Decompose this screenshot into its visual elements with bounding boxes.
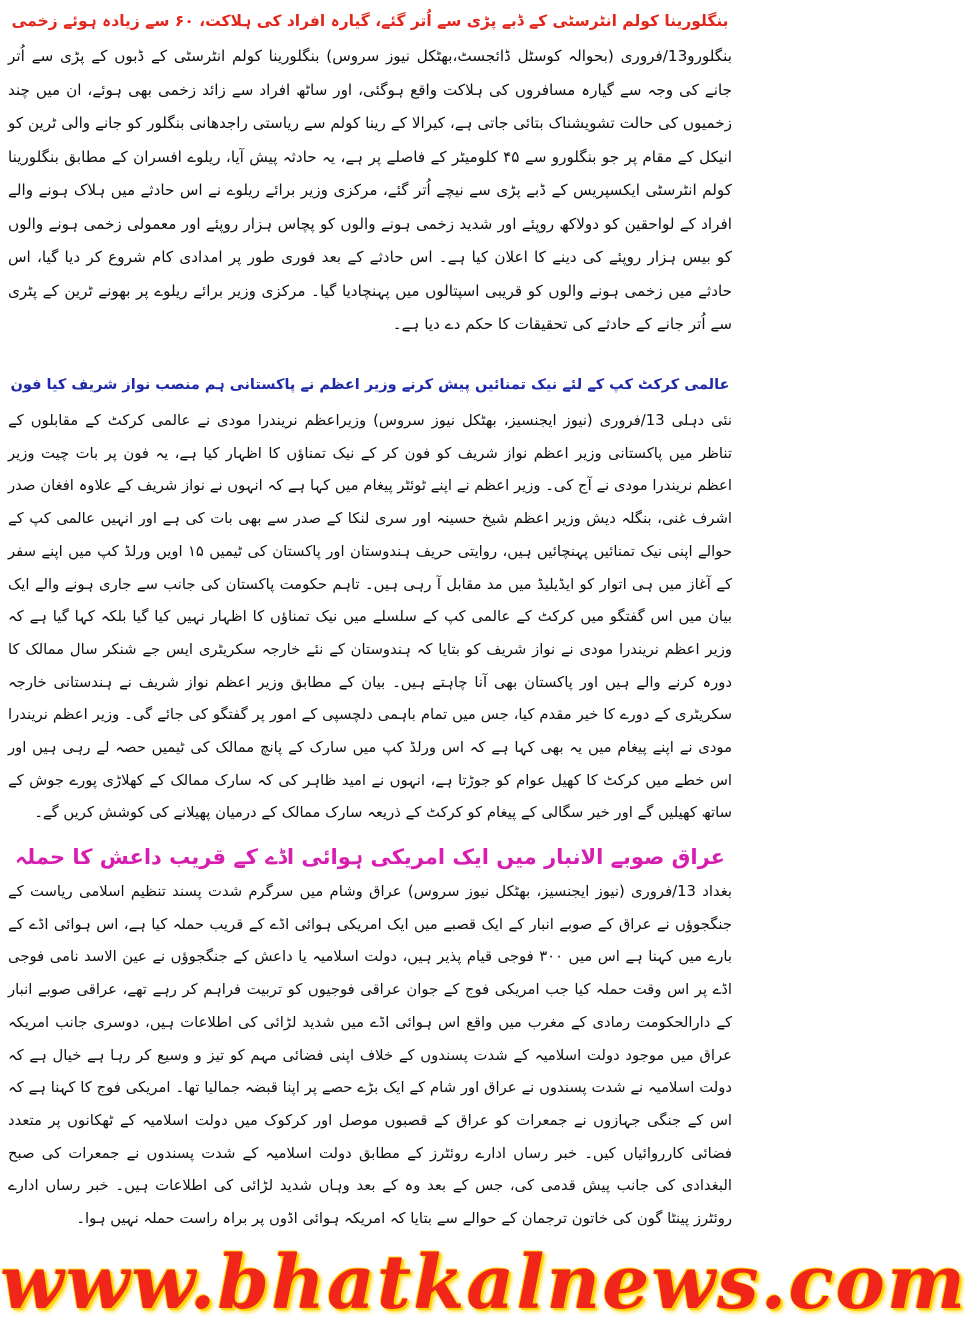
article-headline: بنگلورینا کولم انٹرسٹی کے ڈبے پڑی سے اُتر گئے، گیارہ افراد کی ہلاکت، ۶۰ سے زیادہ ہوئے زخمی [11,12,729,30]
article-body: بغداد 13/فروری (نیوز ایجنسیز، بھٹکل نیوز سروس) عراق وشام میں سرگرم شدت پسند تنظیم اسلامی ریاست کے جنگجوؤں نے عراق کے صوبے انبار کے ایک قصبے میں ایک امریکی ہوائی اڈے کے قریب حملہ کیا ہے، اس ہوائی اڈے کے بارے میں کہنا ہے اس میں ۳۰۰ فوجی قیام پذیر ہیں، دولت اسلامیہ یا داعش کے جنگجوؤں نے عین الاسد نامی فوجی اڈے پر اس وقت حملہ کیا جب امریکی فوج کے جوان عراقی فوجیوں کو تربیت فراہم کر رہے تھے، عراقی صوبے انبار کے دارالحکومت رمادی کے مغرب میں واقع اس ہوائی اڈے میں شدید لڑائی کی اطلاعات ہیں، دوسری جانب امریکہ عراق میں موجود دولت اسلامیہ کے شدت پسندوں کے خلاف اپنی فضائی مہم کو تیز و وسیع کر رہا ہے خیال ہے کہ دولت اسلامیہ نے شدت پسندوں نے عراق اور شام کے ایک بڑے حصے پر اپنا قبضہ جمالیا تھا۔ امریکی فوج کا کہنا ہے کہ اس کے جنگی جہازوں نے جمعرات کو عراق کے قصبوں موصل اور کرکوک میں دولت اسلامیہ کے ٹھکانوں پر متعدد فضائی کارروائیاں کیں۔ خبر رساں ادارے روئٹرز کے مطابق دولت اسلامیہ کے شدت پسندوں نے جمعرات کی صبح البغدادی کی جانب پیش قدمی کی، جس کے بعد وہ کے بعد وہاں شدید لڑائی کی اطلاعات ہیں۔ خبر رساں ادارے روئٹرز پینٹا گون کی خاتون ترجمان کے حوالے سے بتایا کہ امریکہ ہوائی اڈوں پر براہ راست حملہ نہیں ہوا۔ [8,883,732,1228]
article-headline: عراق صوبے الانبار میں ایک امریکی ہوائی اڈے کے قریب داعش کا حملہ [15,845,725,869]
news-article [8,2,732,342]
article-headline: عالمی کرکٹ کپ کے لئے نیک تمنائیں پیش کرنے وزیر اعظم نے پاکستانی ہم منصب نواز شریف کیا فون [10,377,730,393]
article-body: نئی دہلی 13/فروری (نیوز ایجنسیز، بھٹکل نیوز سروس) وزیراعظم نریندرا مودی نے عالمی کرکٹ کے مقابلوں کے تناظر میں پاکستانی وزیر اعظم نواز شریف کو فون کر کے نیک تمناؤں کا اظہار کیا ہے، یہ فون پر بات چیت وزیر اعظم نریندرا مودی نے آج کی۔ وزیر اعظم نے اپنے ٹوئٹر پیغام میں کہا ہے کہ انہوں نے نواز شریف کے علاوہ افغان صدر اشرف غنی، بنگلہ دیش وزیر اعظم شیخ حسینہ اور سری لنکا کے صدر سے بھی بات کی ہے اور انہیں عالمی کپ کے حوالے اپنی نیک تمنائیں پہنچائیں ہیں، روایتی حریف ہندوستان اور پاکستان کی ٹیمیں ۱۵ اویں ورلڈ کپ میں اپنے سفر کے آغاز میں ہی اتوار کو ایڈیلیڈ میں مد مقابل آ رہی ہیں۔ تاہم حکومت پاکستان کی جانب سے جاری ہونے والے ایک بیان میں اس گفتگو میں کرکٹ کے عالمی کپ کے سلسلے میں نیک تمناؤں کا اظہار نہیں کیا گیا بلکہ کہا گیا ہے کہ وزیر اعظم نریندرا مودی نے نواز شریف کو بتایا کہ ہندوستان کے نئے خارجہ سکریٹری ایس جے شنکر سال ممالک کا دورہ کرنے والے ہیں اور پاکستان بھی آنا چاہتے ہیں۔ بیان کے مطابق وزیر اعظم نواز شریف نے ہندستانی خارجہ سکریٹری کے دورے کا خیر مقدم کیا، جس میں تمام باہمی دلچسپی کے امور پر گفتگو کی جائے گی۔ وزیر اعظم نریندرا مودی نے اپنے پیغام میں یہ بھی کہا ہے کہ اس ورلڈ کپ میں سارک کے پانچ ممالک کی ٹیمیں حصہ لے رہی ہیں اور اس خطے میں کرکٹ کا کھیل عوام کو جوڑتا ہے، انہوں نے امید ظاہر کی کہ سارک ممالک کے کھلاڑی پورے جوش کے ساتھ کھیلیں گے اور خیر سگالی کے پیغام کو کرکٹ کے ذریعہ سارک ممالک کے درمیان پھیلانے کی کوشش کریں گے۔ [8,412,732,822]
news-article [8,838,732,1236]
site-url-banner: www.bhatkalnews.com [0,1240,967,1326]
article-body: بنگلورو13/فروری (بحوالہ کوسٹل ڈائجسٹ،بھٹکل نیوز سروس) بنگلورینا کولم انٹرسٹی کے ڈبوں کے پڑی سے اُتر جانے کی وجہ سے گیارہ مسافروں کی ہلاکت واقع ہوگئی، اور ساٹھ افراد سے زائد زخمی بھی ہوئے، ان میں چند زخمیوں کی حالت تشویشناک بتائی جاتی ہے، کیرالا کے رینا کولم سے ریاستی راجدھانی بنگلور کو جانے والی ٹرین کو انیکل کے مقام پر جو بنگلورو سے ۴۵ کلومیٹر کے فاصلے پر ہے، یہ حادثہ پیش آیا، ریلوے افسران کے مطابق بنگلورینا کولم انٹرسٹی ایکسپریس کے ڈبے پڑی سے نیچے اُتر گئے، مرکزی وزیر برائے ریلوے نے اس حادثے میں ہلاک ہونے والے افراد کے لواحقین کو دولاکھ روپئے اور شدید زخمی ہونے والوں کو پچاس ہزار روپئے اور معمولی زخمی ہونے والوں کو بیس ہزار روپئے کی دینے کا اعلان کیا ہے۔ اس حادثے کے بعد فوری طور پر امدادی کام شروع کر دیا گیا، اس حادثے میں زخمی ہونے والوں کو قریبی اسپتالوں میں پہنچادیا گیا۔ مرکزی وزیر برائے ریلوے پر بھونے ٹرین کے پٹری سے اُتر جانے کے حادثے کی تحقیقات کا حکم دے دیا ہے۔ [8,47,732,333]
news-article [8,365,732,830]
